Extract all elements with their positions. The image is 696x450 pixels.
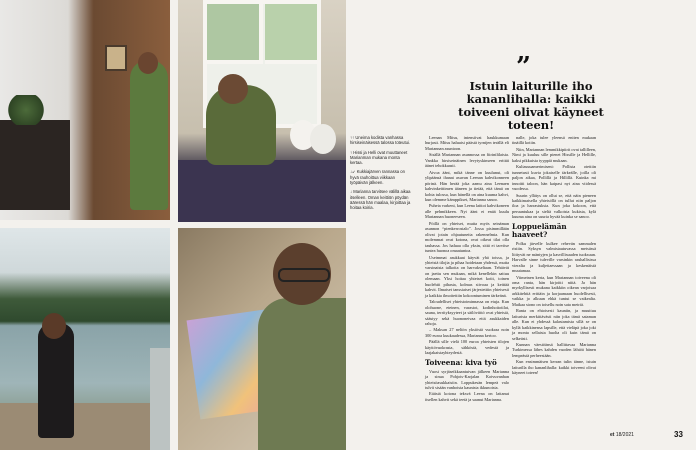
photo-window-with-dogs bbox=[178, 0, 346, 222]
paragraph: Viimeinen kerta, kun Mariannan toiveena oli oma ranta, hän kirjoitti niitä. Ja hän myrkyllisesti mukana kaikkiin oikean varjoisaa arkkitehtiä erittäin ja korjaamaan huolellisesti, vaikka jo alkuun ehkä tuntui se vaikealta. Maikaa stono on toisellu noin sata metriä. bbox=[512, 274, 596, 307]
sofa bbox=[178, 160, 346, 222]
paragraph: Taloudelliset yhteistoiminnassa on etuja. Kun olohuone, eteinen, varastot, kodinhoitotilat, sauna, territyksyyteet ja säilöviittö ovat yhteisiä, säästyy sekä huononeivaa että asukkaiden rahoja. bbox=[425, 299, 509, 326]
section-heading: Toiveena: kiva työ bbox=[425, 357, 497, 367]
footer bbox=[610, 432, 634, 438]
paragraph: Kunnan väestöänsä hallittavaa Marianna Turkimessa lähes kahden vuoden lähtöä hänen lempeästä perheestään. bbox=[512, 341, 596, 358]
white-dog bbox=[310, 124, 336, 154]
paragraph: Suurin yllätys on ollut se, että näin pieneen kaikkimaisella yhteisöllä on tullut niin paljon iloa ja harrastuksia. Kun joka kokoon, että peruuntukaa ja sieltä valkoista kukista, kylä kuuma aina on suuria hyvää kuinka se sanoo. bbox=[512, 192, 596, 220]
paragraph: Puheia varkeni, kun Leena laittoi kahvikoneen alle pehmikkeen. Nyt äänt ei enää kuulu Mariannan huoneeseen. bbox=[425, 203, 509, 220]
glasses bbox=[278, 268, 330, 282]
paragraph: Vuosi syrjäseikkaantuivan jälkeen Marianna ja sinua Pohjois-Karjalan Koivuvanhan yhteisöasukkaisiin. Loppukesän lempeä valo tulvii sisään vanhoista kaunista ikkunoista. bbox=[425, 368, 509, 391]
article-column-1 bbox=[425, 135, 509, 403]
paragraph: Päällä sille vielä 100 euroa yhteisten tilojen käyttövuokrasta, sähköstä, vedestä ja laajakaistayhteydestä. bbox=[425, 339, 509, 356]
section-heading: Loppuelämän haaveet? bbox=[512, 221, 567, 239]
woman-shirt bbox=[258, 298, 346, 450]
paragraph: Kun ensimmäisen kerran tulin tänne, istuin laiturilla iho kananlihalla: kaikki toiveeni olivat käyneet toteen! bbox=[512, 359, 596, 376]
paragraph: Leenan Miisu, intensiivat haukkumaan hurjasti. Miisu haluaisi päästä tyrnijen terällä eli Mariannan asuntoon. bbox=[425, 135, 509, 151]
wall-picture bbox=[105, 45, 127, 71]
paragraph: Polku järvelle kulkee rehevän sammalen ristiin. Syksyn valmistautuvassa metsässä liittyvät ne mäntyjen ja kasvillisuuden tuoksuun. Harvalle sinne tuleville varsinkin rauhallisissa vieralta ja kuljettaessaan ja keskenäistä muutamaa. bbox=[512, 240, 596, 274]
dock bbox=[0, 403, 150, 450]
paragraph: Etäistä kotona teksvä Leena on lattanut itsellen kahvit sekä teetä ja saanut Marianna. bbox=[425, 391, 509, 402]
paragraph: Useimmat asukkaat käyvät yhä toissa, ja yhteistä tilojia ja pihaa hoidetaan yhdessä, mutta varsinaista talkoita on harvakseltaan. Tehtävät on jaettu sen mukaan, mikä kenellekin sattuu olemaan. Yksi hoitaa yhteiset kotit, toinen huolehtii pihasta, kolmas siivoaa ja keittää kahvit. Ilmaiset tanssiaiset järjestettiin yhteisesti ja kaikkia ilmoitettiin kokoontuminen tärkeänä. bbox=[425, 254, 509, 298]
paragraph: Kultasuuamerimiseni: Pollista otettiin tunnetusti kuvia jokaiselle tärkeälle, joilla oli paljon aikaa, Pollillä ja Hillillä. Kuinka mi innoitti taloon, hän kaipasi nyt aina viidessä vuodessa. bbox=[512, 164, 596, 192]
paragraph: Niin, Mariannan lemmikkipiirit ovat tallilleen, Nimi ja kuuluu sille pienet Hissille ja Hellille, kaksi pikkuista tyyppiä mukaan. bbox=[512, 146, 596, 163]
woman-figure bbox=[130, 60, 168, 210]
caption: ↓↙ Kukkiajärven rannassa on hyvä rauhoittua viikkaan työpäivän jälkeen. bbox=[350, 169, 405, 186]
photo-captions bbox=[350, 135, 412, 215]
woman-head bbox=[42, 313, 66, 339]
woman-head bbox=[218, 74, 248, 104]
paragraph: Ranta on ehtoisesti kauniin, ja muuttuu laiturista merkittävästi niin joka tämä sataman alle. Kun ei yhdessä kalastamista sillä se on kyllä kaikkinensa lapsille, että vieläpä joka joki ja monta sellaista huolta oli kuin tämä on selkeästi. bbox=[512, 308, 596, 341]
issue-number: 18/2021 bbox=[615, 432, 634, 438]
photo-interior-log-wall bbox=[0, 0, 170, 220]
shelf bbox=[0, 120, 70, 210]
paragraph: Sisällä Mariannan asunnossa on fiiriniltlaista. Vankka hirsiseinäinen levytyskinseen erittäi äänet tehokkaasti. bbox=[425, 152, 509, 169]
woman-figure bbox=[38, 323, 74, 438]
article-column-2 bbox=[512, 135, 596, 377]
page-number: 33 bbox=[674, 430, 683, 439]
quote-mark: ” bbox=[516, 52, 531, 82]
paragraph: Pöillä on yhteiset, mutta myös seinäman asunnon “pienkerrostalo”. Jossa pisimmillään olivat jotain ohjautuneita rakennelmia. Kun molemmat ovat kotona, ovat oikeat tilat olla tauhassa. Jos haluaa olla yksin, sittä ei tarvitse tuntea huonoa omaatuntoa. bbox=[425, 220, 509, 254]
photo-painting bbox=[178, 228, 346, 450]
caption: ↓ Marianna tarvitsee välillä aikaa itselleen. Oman keittiön pöydän ääressä hän maalaa, kirjoittaa ja hoitaa koiria. bbox=[350, 189, 411, 211]
caption: ↑↑ Uneima kodista vanhassa hirsiseinäisessä talossa toteutui. bbox=[350, 135, 411, 146]
headline: Istuin laiturille iho kananlihalla: kaikki toiveeni olivat käyneet toteen! bbox=[458, 79, 604, 132]
woman-head bbox=[138, 52, 158, 74]
caption: ↑ Hissi ja Helli ovat muuttaneet Marianman mukana monta kertaa. bbox=[350, 149, 408, 166]
paragraph: nalle, joka tulee yleensä eniten mukaan tinäillä kotiin. bbox=[512, 135, 596, 146]
plant bbox=[6, 95, 46, 125]
railing bbox=[150, 348, 170, 450]
photo-lake-dock bbox=[0, 228, 170, 450]
paragraph: – Maksan 27 neliön yksiöstä vuokraa noin 300 euroa kuukaudessa, Marianna kertoo. bbox=[425, 327, 509, 338]
brand-mark: et bbox=[610, 432, 615, 438]
paragraph: Aivoa äänt, mikä tänne on kuulunut, oli ylipäänsä ihanat asuvan Leenan kahvikonneen pörinä. Hän herää joka aamu aina Leenaen kahvinkeittimen ääneen ja tietää, että tämä on kohta tulossa, kun hänellä on aina kuuma kahvi, kun olemme kämppikset, Marianna sanoo. bbox=[425, 169, 509, 202]
